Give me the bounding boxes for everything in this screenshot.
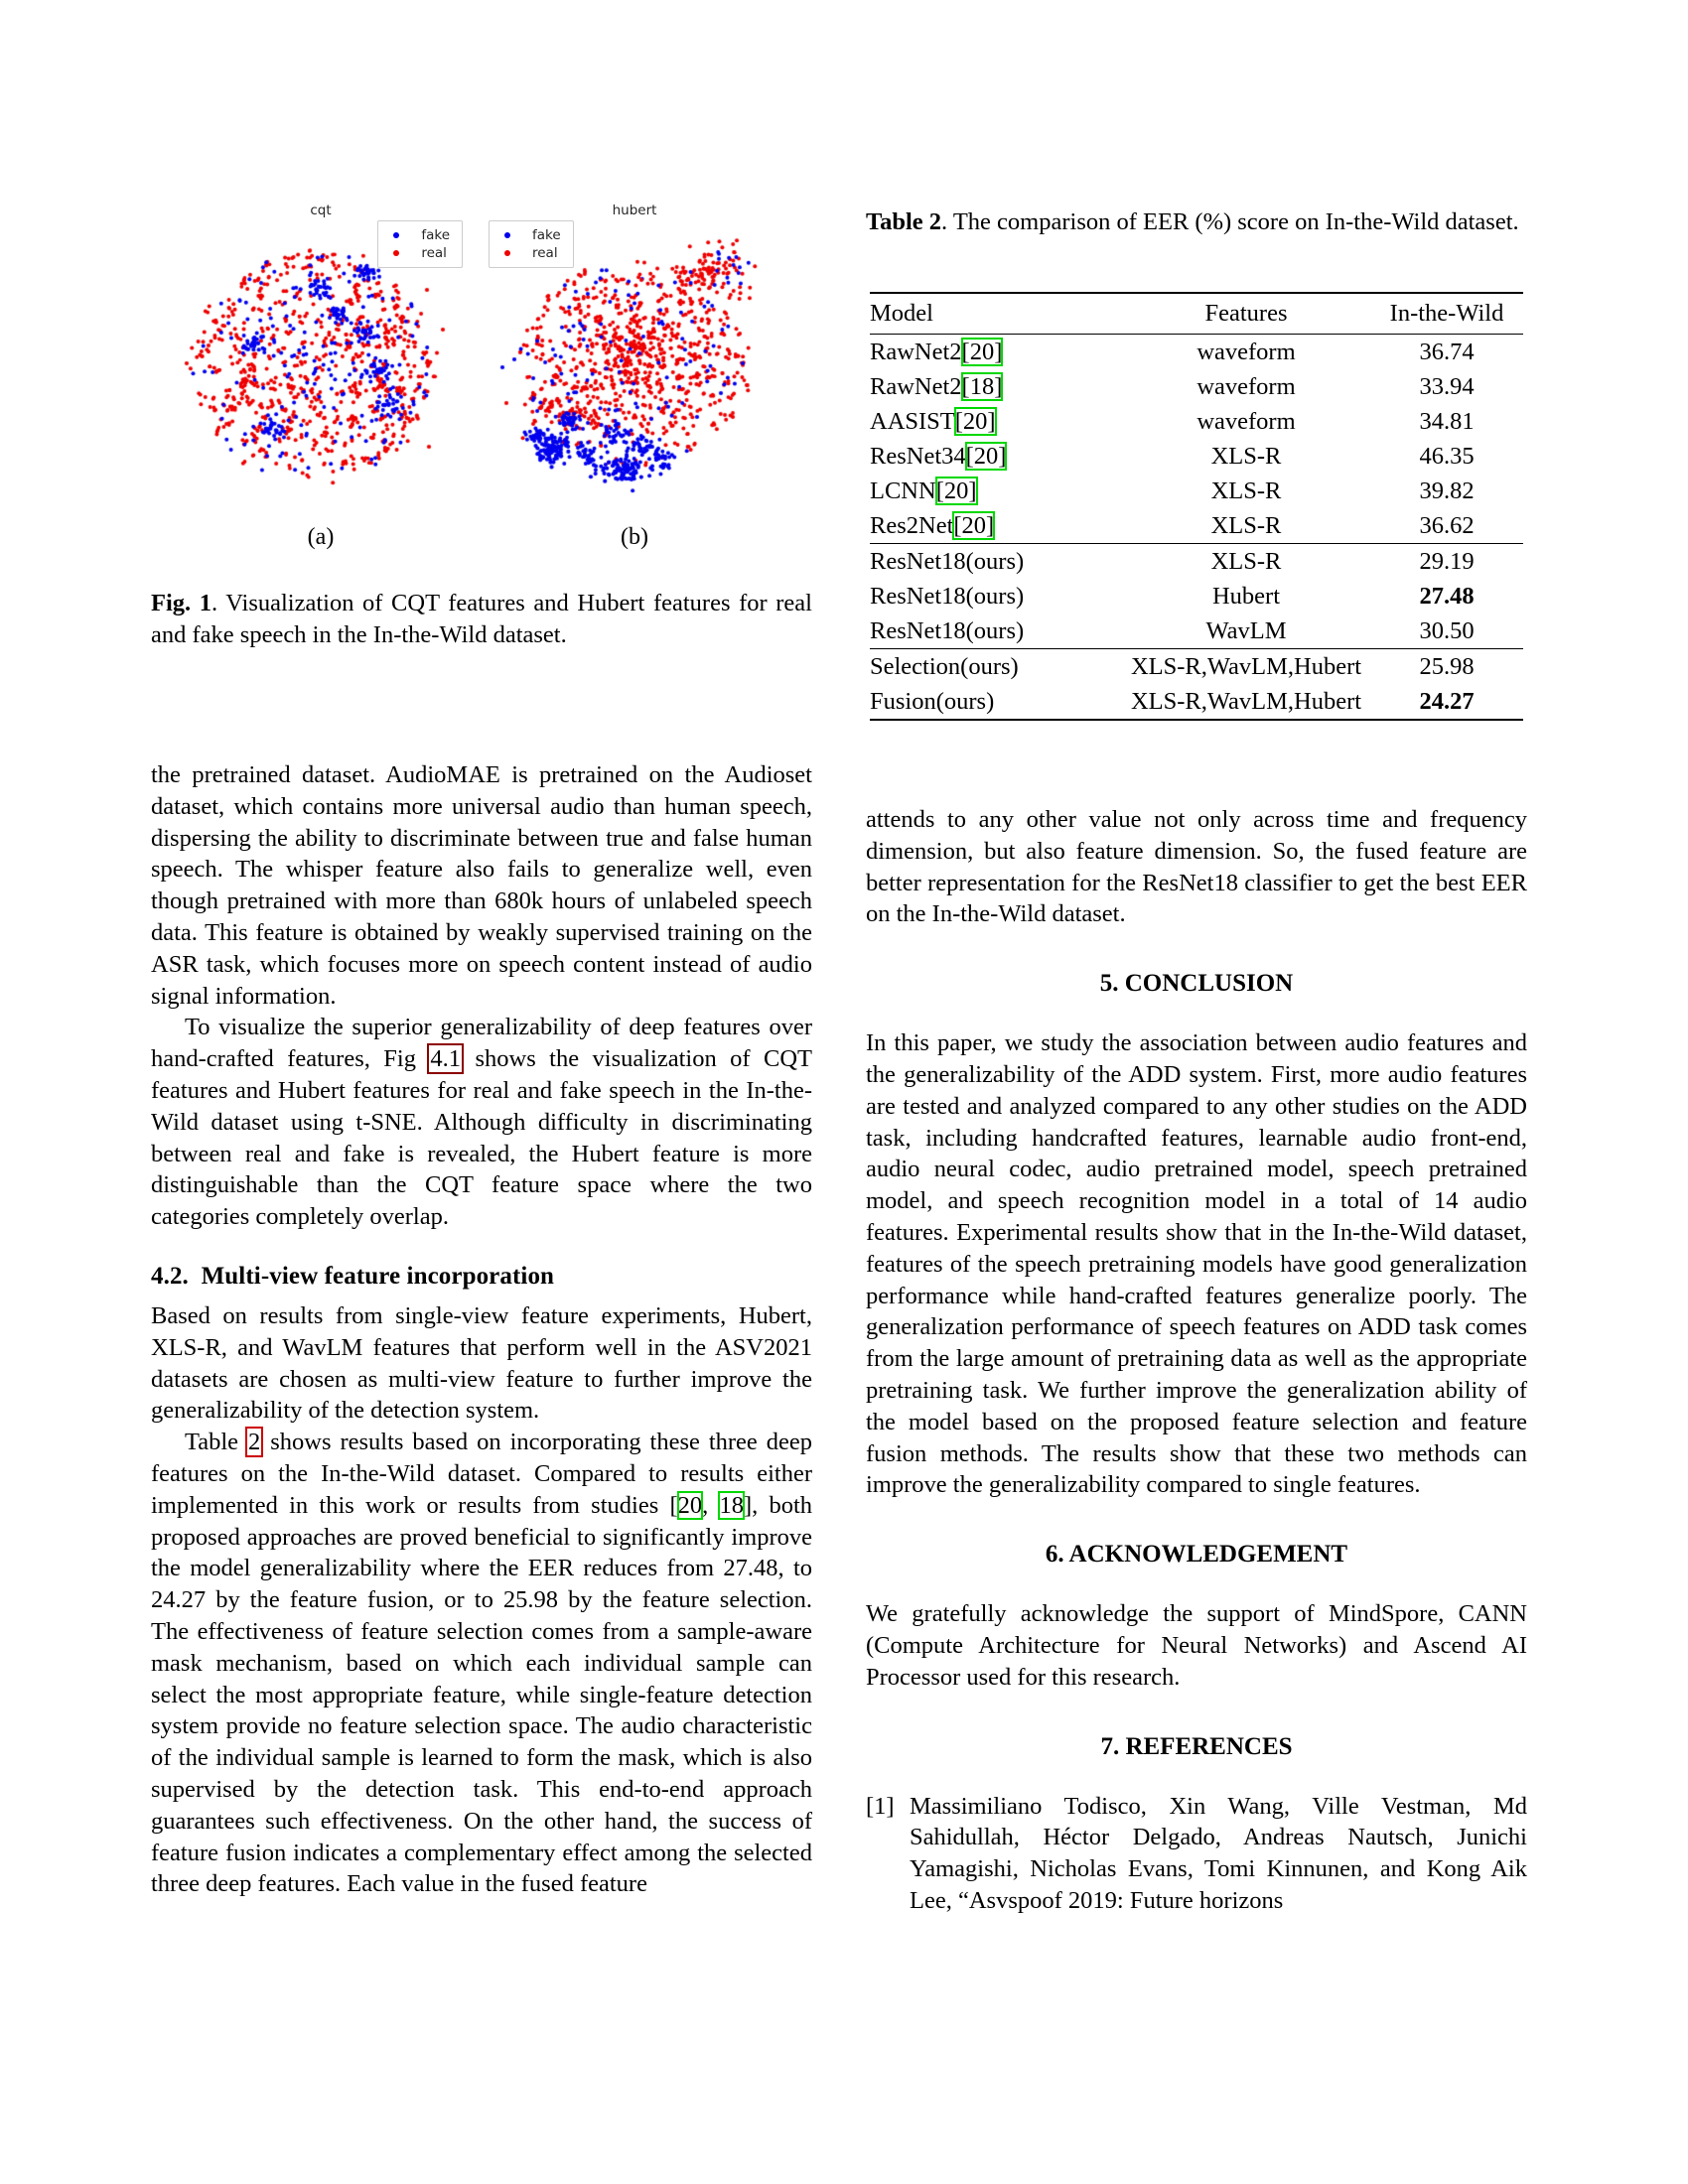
table-cell-model bbox=[870, 335, 1122, 370]
legend-dot-fake-icon bbox=[504, 232, 510, 238]
citation-link[interactable]: [18] bbox=[961, 373, 1003, 400]
table-cell-features: Hubert bbox=[1211, 583, 1281, 610]
model-name: AASIST bbox=[870, 408, 955, 435]
table-row bbox=[870, 439, 1523, 474]
table-row bbox=[870, 684, 1523, 720]
table-header-cell: Model bbox=[870, 293, 1122, 335]
legend-label-real: real bbox=[532, 245, 558, 261]
plot-title-cqt: cqt bbox=[310, 203, 332, 218]
table-row bbox=[870, 508, 1523, 544]
section-title: Multi-view feature incorporation bbox=[201, 1262, 555, 1290]
table-cell-value: 24.27 bbox=[1370, 684, 1523, 720]
legend-dot-real-icon bbox=[393, 250, 399, 256]
table-cell-value: 27.48 bbox=[1419, 583, 1475, 610]
table-cell-model bbox=[870, 404, 1122, 439]
reference-item bbox=[866, 1791, 1527, 1917]
legend-label-fake: fake bbox=[421, 227, 450, 243]
table-cell-model bbox=[870, 614, 1122, 649]
table-row bbox=[870, 544, 1523, 580]
citation-link[interactable]: [20] bbox=[935, 478, 977, 504]
legend-row-real bbox=[496, 244, 561, 262]
table-row bbox=[870, 474, 1523, 508]
citation-link-20[interactable]: 20 bbox=[677, 1491, 703, 1519]
table-cell-value: 46.35 bbox=[1419, 443, 1475, 470]
table-header-row bbox=[870, 293, 1523, 335]
table-cell-features: XLS-R,WavLM,Hubert bbox=[1122, 684, 1370, 720]
model-name: RawNet2 bbox=[870, 373, 962, 400]
citation-separator: , bbox=[702, 1491, 720, 1519]
results-table bbox=[870, 292, 1523, 721]
table-cell-features: XLS-R bbox=[1210, 443, 1282, 470]
table-row bbox=[870, 404, 1523, 439]
citation-link[interactable]: [20] bbox=[965, 443, 1007, 470]
model-name: ResNet18(ours) bbox=[870, 617, 1025, 644]
legend-hubert bbox=[489, 220, 574, 268]
table-cell-value: 30.50 bbox=[1419, 617, 1475, 644]
table-cell-features: XLS-R bbox=[1122, 544, 1370, 580]
scatter-plot-cqt bbox=[163, 197, 479, 524]
table-cell-value: 34.81 bbox=[1419, 408, 1475, 435]
figure-reference-link[interactable]: 4.1 bbox=[430, 1045, 462, 1073]
paragraph-acknowledgement: We gratefully acknowledge the support of MindSpore, CANN (Compute Architecture for Neural Networks) and Ascend AI Processor used for this research. bbox=[866, 1600, 1527, 1691]
table-cell-features: waveform bbox=[1122, 335, 1370, 370]
table-cell-model bbox=[870, 649, 1122, 685]
table-row bbox=[870, 649, 1523, 685]
table-cell-features: waveform bbox=[1196, 373, 1296, 400]
para-table2-part2: shows results based on incorporating these three deep features on the In-the-Wild dataset. Compared to results either implemented in this work or results from studies [ bbox=[151, 1429, 812, 1519]
figure-1 bbox=[151, 197, 812, 584]
model-name: RawNet2 bbox=[870, 339, 962, 365]
model-name: LCNN bbox=[870, 478, 936, 504]
table-cell-features: WavLM bbox=[1205, 617, 1287, 644]
paragraph-fused-feature: attends to any other value not only across time and frequency dimension, but also feature dimension. So, the fused feature are better representation for the ResNet18 classifier to get the best EER on the In-the-Wild dataset. bbox=[866, 806, 1527, 928]
model-name: ResNet34 bbox=[870, 443, 966, 470]
table-cell-features: XLS-R bbox=[1210, 478, 1282, 504]
legend-label-real: real bbox=[421, 245, 447, 261]
table-cell-value: 29.19 bbox=[1370, 544, 1523, 580]
paragraph-multiview: Based on results from single-view feature experiments, Hubert, XLS-R, and WavLM features that perform well in the ASV2021 datasets are chosen as multi-view feature to further improve the generalizability of the detection system. bbox=[151, 1301, 812, 1425]
table-cell-value: 36.62 bbox=[1419, 512, 1475, 539]
table-row bbox=[870, 614, 1523, 649]
model-name: Fusion(ours) bbox=[870, 688, 995, 715]
legend-cqt bbox=[377, 220, 463, 268]
paragraph-conclusion: In this paper, we study the association between audio features and the generalizability of the ADD system. First, more audio features are tested and analyzed compared to any other studies on the ADD task, including handcrafted features, learnable audio front-end, audio neural codec, audio pretrained model, speech pretrained model, and speech recognition model in a total of 14 audio features. Experimental results show that in the In-the-Wild dataset, features of the speech pretraining models have good generalization performance while hand-crafted features generalize poorly. The generalization performance of speech features on ADD task comes from the large amount of pretraining data as well as the appropriate pretraining task. We further improve the generalization ability of the model based on the proposed feature selection and feature fusion methods. The results show that these two methods can improve the generalizability compared to single features. bbox=[866, 1029, 1527, 1499]
reference-list bbox=[866, 1791, 1527, 1917]
plot-title-hubert: hubert bbox=[612, 203, 657, 218]
scatter-plot-hubert bbox=[477, 197, 792, 524]
table-cell-features: XLS-R,WavLM,Hubert bbox=[1122, 649, 1370, 685]
para-table2-part1: Table bbox=[185, 1429, 248, 1456]
right-column bbox=[866, 804, 1527, 1917]
legend-dot-fake-icon bbox=[393, 232, 399, 238]
subfigure-label-a: (a) bbox=[307, 524, 335, 550]
table-caption-text: . The comparison of EER (%) score on In-the-Wild dataset. bbox=[941, 208, 1519, 235]
table-cell-model bbox=[870, 508, 1122, 544]
table-row bbox=[870, 369, 1523, 404]
model-name: ResNet18(ours) bbox=[870, 583, 1025, 610]
table-cell-value: 36.74 bbox=[1370, 335, 1523, 370]
reference-text: Massimiliano Todisco, Xin Wang, Ville Vestman, Md Sahidullah, Héctor Delgado, Andreas Nautsch, Junichi Yamagishi, Nicholas Evans, Tomi Kinnunen, and Kong Aik Lee, “Asvspoof 2019: Future horizons bbox=[910, 1792, 1527, 1914]
left-column bbox=[151, 759, 812, 1900]
legend-dot-real-icon bbox=[504, 250, 510, 256]
table-reference-link[interactable]: 2 bbox=[248, 1429, 261, 1456]
citation-link[interactable]: [20] bbox=[954, 408, 996, 435]
table-header-cell: Features bbox=[1122, 293, 1370, 335]
table-cell-model bbox=[870, 439, 1122, 474]
section-heading-4-2 bbox=[151, 1263, 812, 1291]
table-caption-label: Table 2 bbox=[866, 208, 942, 235]
paragraph-pretrained-dataset: the pretrained dataset. AudioMAE is pretrained on the Audioset dataset, which contains more universal audio than human speech, dispersing the ability to discriminate between true and false human speech. The whisper feature also fails to generalize well, even though pretrained with more than 680k hours of unlabeled speech data. This feature is obtained by weakly supervised training on the ASR task, which focuses more on speech content instead of audio signal information. bbox=[151, 761, 812, 1010]
section-heading-references: 7. REFERENCES bbox=[1100, 1732, 1293, 1760]
table-caption bbox=[866, 206, 1527, 238]
model-name: Selection(ours) bbox=[870, 653, 1019, 680]
figure-caption-label: Fig. 1 bbox=[151, 590, 211, 616]
paragraph-table2-discussion bbox=[151, 1427, 812, 1900]
table-cell-model bbox=[870, 369, 1122, 404]
table-cell-model bbox=[870, 474, 1122, 508]
citation-link[interactable]: [20] bbox=[953, 512, 995, 539]
table-cell-value: 33.94 bbox=[1419, 373, 1475, 400]
legend-row-real bbox=[385, 244, 450, 262]
table-cell-features: waveform bbox=[1196, 408, 1296, 435]
figure-caption-text: . Visualization of CQT features and Hubert features for real and fake speech in the In-the-Wild dataset. bbox=[151, 590, 812, 648]
figure-caption bbox=[151, 588, 812, 651]
table-cell-model bbox=[870, 579, 1122, 614]
table-header-cell: In-the-Wild bbox=[1370, 293, 1523, 335]
section-number: 4.2. bbox=[151, 1262, 189, 1290]
para-visualization-part2: shows the visualization of CQT features and Hubert features for real and fake speech in the In-the-Wild dataset using t-SNE. Although difficulty in discriminating between real and fake is revealed, the Hubert feature is more distinguishable than the CQT feature space where the two categories completely overlap. bbox=[151, 1045, 812, 1231]
para-visualization-part1: To visualize the superior generalizability of deep features over hand-crafted features, Fig bbox=[151, 1014, 812, 1073]
model-name: ResNet18(ours) bbox=[870, 548, 1025, 575]
table-cell-value: 25.98 bbox=[1370, 649, 1523, 685]
table-row bbox=[870, 335, 1523, 370]
section-heading-conclusion: 5. CONCLUSION bbox=[1099, 970, 1294, 998]
citation-link[interactable]: [20] bbox=[961, 339, 1003, 365]
reference-number: [1] bbox=[866, 1792, 895, 1820]
citation-link-18[interactable]: 18 bbox=[719, 1491, 744, 1519]
legend-label-fake: fake bbox=[532, 227, 561, 243]
paragraph-visualization bbox=[151, 1012, 812, 1233]
model-name: Res2Net bbox=[870, 512, 954, 539]
table-cell-features: XLS-R bbox=[1210, 512, 1282, 539]
para-table2-part3: ], both proposed approaches are proved beneficial to significantly improve the model generalizability where the EER reduces from 27.48, to 24.27 by the feature fusion, or to 25.98 by the feature selection. The effectiveness of feature selection comes from a sample-aware mask mechanism, based on which each individual sample can select the most appropriate feature, while single-feature detection system provide no feature selection space. The audio characteristic of the individual sample is learned to form the mask, which is also supervised by the detection task. This end-to-end approach guarantees such effectiveness. On the other hand, the success of feature fusion indicates a complementary effect among the selected three deep features. Each value in the fused feature bbox=[151, 1491, 813, 1898]
legend-row-fake bbox=[496, 226, 561, 244]
legend-row-fake bbox=[385, 226, 450, 244]
subfigure-label-b: (b) bbox=[621, 524, 648, 550]
section-heading-acknowledgement: 6. ACKNOWLEDGEMENT bbox=[1045, 1541, 1348, 1569]
table-cell-value: 39.82 bbox=[1419, 478, 1475, 504]
table-cell-model bbox=[870, 544, 1122, 580]
table-cell-model bbox=[870, 684, 1122, 720]
table-row bbox=[870, 579, 1523, 614]
